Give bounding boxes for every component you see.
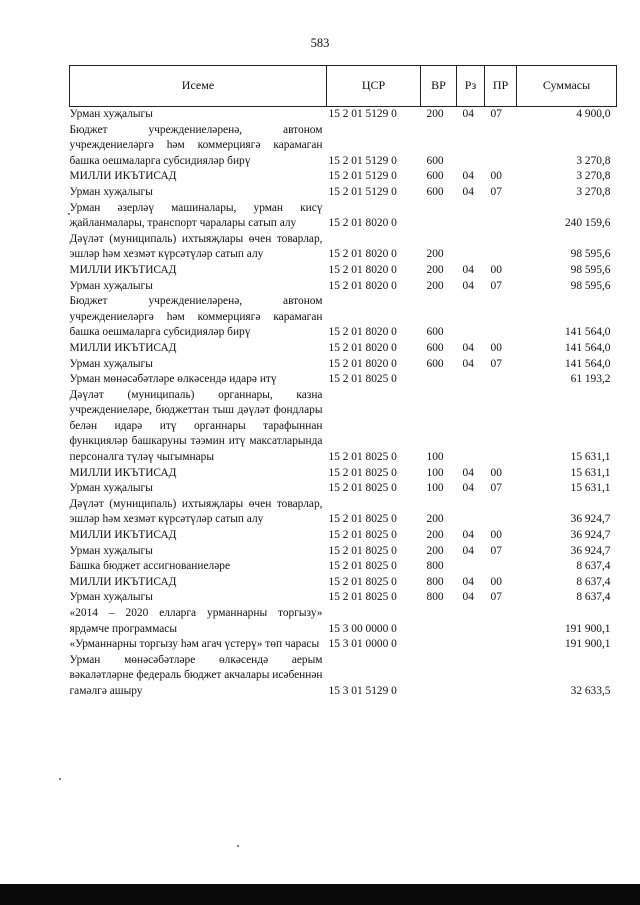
table-row xyxy=(70,637,617,653)
cell-pr: 07 xyxy=(490,185,502,198)
cell-rz: 04 xyxy=(462,341,474,354)
cell-vr: 200 xyxy=(426,263,444,276)
cell-pr: 00 xyxy=(490,575,502,588)
cell-name: Дәүләт (муниципаль) ихтыяҗлары өчен товарлар, эшләр һәм хезмәт күрсәтүләр сатып алу xyxy=(69,497,323,526)
cell-sum: 8 637,4 xyxy=(576,575,611,588)
cell-csr: 15 2 01 8025 0 xyxy=(328,451,397,464)
header-pr: ПР xyxy=(485,66,517,107)
cell-pr xyxy=(485,653,517,700)
cell-name: Урман хуҗалыгы xyxy=(69,108,153,120)
cell-pr xyxy=(485,497,517,528)
table-body xyxy=(70,107,617,700)
cell-name: Урман хуҗалыгы xyxy=(69,185,153,198)
cell-rz: 04 xyxy=(462,279,474,292)
cell-csr: 15 2 01 8020 0 xyxy=(328,326,397,339)
cell-name: «Урманнарны торгызу һәм агач үстерү» төп чарасы xyxy=(69,638,320,651)
cell-vr: 600 xyxy=(426,326,444,339)
cell-csr: 15 2 01 8025 0 xyxy=(328,560,397,573)
table-row xyxy=(70,279,617,295)
cell-csr: 15 2 01 5129 0 xyxy=(328,185,397,198)
cell-csr: 15 2 01 8025 0 xyxy=(328,373,397,386)
table-row xyxy=(70,497,617,528)
cell-vr: 200 xyxy=(426,279,444,292)
cell-pr: 07 xyxy=(490,279,502,292)
cell-vr: 600 xyxy=(426,357,444,370)
cell-vr: 800 xyxy=(426,575,444,588)
cell-vr: 200 xyxy=(426,529,444,542)
cell-csr: 15 2 01 8025 0 xyxy=(328,513,397,526)
cell-vr: 800 xyxy=(426,560,444,573)
cell-pr: 07 xyxy=(490,108,502,120)
cell-rz xyxy=(457,201,485,232)
cell-pr xyxy=(485,372,517,388)
cell-name: Урман хуҗалыгы xyxy=(69,544,153,557)
cell-name: Башка бюджет ассигнованиеләре xyxy=(69,560,231,573)
cell-csr: 15 3 01 0000 0 xyxy=(328,638,397,651)
cell-name: Дәүләт (муниципаль) органнары, казна учреждениеләре, бюджеттан тыш дәүләт фондлары белән идарә итү органнары тарафыннан функцияләр башкаруны тәэмин итү максатларында персоналга түләү чыгымнары xyxy=(69,388,323,464)
cell-rz: 04 xyxy=(462,482,474,495)
cell-csr: 15 2 01 8025 0 xyxy=(328,591,397,604)
table-row xyxy=(70,466,617,482)
cell-csr: 15 2 01 8025 0 xyxy=(328,466,397,479)
table-row xyxy=(70,606,617,637)
cell-name: МИЛЛИ ИКЪТИСАД xyxy=(69,466,177,479)
cell-vr xyxy=(421,372,457,388)
cell-name: «2014 – 2020 елларга урманнарны торгызу» ярдәмче программасы xyxy=(69,607,323,635)
cell-name: Дәүләт (муниципаль) ихтыяҗлары өчен товарлар, эшләр һәм хезмәт күрсәтүләр сатып алу xyxy=(69,232,323,261)
cell-pr: 07 xyxy=(490,357,502,370)
cell-pr xyxy=(485,232,517,263)
cell-rz: 04 xyxy=(462,108,474,120)
cell-vr: 100 xyxy=(426,466,444,479)
cell-sum: 36 924,7 xyxy=(570,529,611,542)
cell-name: Урман хуҗалыгы xyxy=(69,591,153,604)
cell-csr: 15 2 01 8020 0 xyxy=(328,357,397,370)
table-row xyxy=(70,544,617,560)
table-row xyxy=(70,653,617,700)
cell-name: Бюджет учреждениеләренә, автоном учреждениеләргә һәм коммерциягә карамаган башка оешмаларга субсидияләр бирү xyxy=(69,123,323,167)
cell-sum: 191 900,1 xyxy=(564,638,611,651)
cell-rz xyxy=(457,497,485,528)
cell-vr: 200 xyxy=(426,513,444,526)
cell-pr: 00 xyxy=(490,529,502,542)
cell-sum: 141 564,0 xyxy=(564,341,611,354)
cell-name: МИЛЛИ ИКЪТИСАД xyxy=(69,170,177,183)
cell-pr xyxy=(485,559,517,575)
header-name: Исеме xyxy=(70,66,327,107)
cell-name: МИЛЛИ ИКЪТИСАД xyxy=(69,341,177,354)
cell-sum: 15 631,1 xyxy=(570,466,611,479)
cell-sum: 36 924,7 xyxy=(570,513,611,526)
cell-rz xyxy=(457,123,485,170)
cell-vr xyxy=(421,606,457,637)
cell-pr: 07 xyxy=(490,591,502,604)
table-header xyxy=(70,66,617,107)
cell-pr xyxy=(485,201,517,232)
cell-pr: 07 xyxy=(490,482,502,495)
table-row xyxy=(70,481,617,497)
cell-sum: 32 633,5 xyxy=(570,684,611,697)
cell-sum: 4 900,0 xyxy=(576,108,611,120)
table-row xyxy=(70,357,617,373)
cell-rz xyxy=(457,232,485,263)
cell-vr: 100 xyxy=(426,451,444,464)
cell-sum: 240 159,6 xyxy=(564,217,611,230)
cell-vr xyxy=(421,637,457,653)
cell-rz: 04 xyxy=(462,357,474,370)
cell-vr: 200 xyxy=(426,544,444,557)
cell-rz: 04 xyxy=(462,529,474,542)
cell-pr xyxy=(485,123,517,170)
cell-name: МИЛЛИ ИКЪТИСАД xyxy=(69,263,177,276)
cell-csr: 15 2 01 8025 0 xyxy=(328,529,397,542)
cell-vr: 800 xyxy=(426,591,444,604)
cell-name: Бюджет учреждениеләренә, автоном учреждениеләргә һәм коммерциягә карамаган башка оешмаларга субсидияләр бирү xyxy=(69,295,323,339)
table-row xyxy=(70,185,617,201)
cell-vr: 600 xyxy=(426,170,444,183)
header-vr: ВР xyxy=(421,66,457,107)
cell-sum: 191 900,1 xyxy=(564,622,611,635)
cell-rz xyxy=(457,606,485,637)
cell-pr: 00 xyxy=(490,170,502,183)
cell-pr: 07 xyxy=(490,544,502,557)
cell-sum: 3 270,8 xyxy=(576,154,611,167)
cell-rz: 04 xyxy=(462,263,474,276)
cell-vr: 200 xyxy=(426,108,444,120)
cell-rz xyxy=(457,372,485,388)
cell-sum: 61 193,2 xyxy=(570,373,611,386)
cell-csr: 15 2 01 8025 0 xyxy=(328,544,397,557)
cell-name: Урман әзерләү машиналары, урман кисү җайланмалары, транспорт чаралары сатып алу xyxy=(69,201,323,230)
cell-csr: 15 2 01 5129 0 xyxy=(328,154,397,167)
cell-name: МИЛЛИ ИКЪТИСАД xyxy=(69,529,177,542)
scan-speck xyxy=(237,845,239,847)
cell-csr: 15 2 01 8020 0 xyxy=(328,279,397,292)
table-row xyxy=(70,528,617,544)
cell-pr xyxy=(485,637,517,653)
cell-rz xyxy=(457,294,485,341)
cell-pr: 00 xyxy=(490,341,502,354)
cell-name: Урман мөнәсәбәтләре өлкәсендә аерым вәкаләтләрне федераль бюджет акчалары исәбеннән гамәлгә ашыру xyxy=(69,653,323,697)
cell-name: МИЛЛИ ИКЪТИСАД xyxy=(69,575,177,588)
cell-vr xyxy=(421,201,457,232)
cell-rz xyxy=(457,559,485,575)
cell-csr: 15 2 01 8020 0 xyxy=(328,217,397,230)
cell-csr: 15 2 01 5129 0 xyxy=(328,108,397,120)
cell-name: Урман хуҗалыгы xyxy=(69,279,153,292)
cell-csr: 15 2 01 8020 0 xyxy=(328,263,397,276)
cell-vr: 600 xyxy=(426,185,444,198)
cell-rz: 04 xyxy=(462,185,474,198)
table-row xyxy=(70,575,617,591)
table-row xyxy=(70,341,617,357)
cell-rz: 04 xyxy=(462,170,474,183)
cell-sum: 98 595,6 xyxy=(570,279,611,292)
cell-sum: 141 564,0 xyxy=(564,357,611,370)
table-row xyxy=(70,107,617,123)
table-row xyxy=(70,263,617,279)
cell-rz xyxy=(457,388,485,466)
cell-vr xyxy=(421,653,457,700)
cell-csr: 15 3 00 0000 0 xyxy=(328,622,397,635)
cell-sum: 8 637,4 xyxy=(576,560,611,573)
table-row xyxy=(70,232,617,263)
table-row xyxy=(70,559,617,575)
cell-csr: 15 2 01 8020 0 xyxy=(328,341,397,354)
cell-name: Урман хуҗалыгы xyxy=(69,357,153,370)
cell-sum: 15 631,1 xyxy=(570,482,611,495)
cell-rz: 04 xyxy=(462,466,474,479)
cell-csr: 15 2 01 8025 0 xyxy=(328,482,397,495)
cell-rz xyxy=(457,637,485,653)
table-row xyxy=(70,201,617,232)
cell-rz: 04 xyxy=(462,575,474,588)
cell-sum: 141 564,0 xyxy=(564,326,611,339)
cell-vr: 600 xyxy=(426,154,444,167)
table-row xyxy=(70,372,617,388)
cell-sum: 98 595,6 xyxy=(570,263,611,276)
cell-pr: 00 xyxy=(490,263,502,276)
cell-vr: 100 xyxy=(426,482,444,495)
cell-sum: 3 270,8 xyxy=(576,170,611,183)
cell-rz xyxy=(457,653,485,700)
scan-border xyxy=(0,884,640,905)
table-row xyxy=(70,388,617,466)
header-csr: ЦСР xyxy=(327,66,421,107)
cell-rz: 04 xyxy=(462,591,474,604)
cell-csr: 15 2 01 8020 0 xyxy=(328,248,397,261)
cell-sum: 8 637,4 xyxy=(576,591,611,604)
header-rz: Рз xyxy=(457,66,485,107)
cell-sum: 98 595,6 xyxy=(570,248,611,261)
scan-speck xyxy=(68,213,70,215)
cell-csr: 15 2 01 8025 0 xyxy=(328,575,397,588)
table-row xyxy=(70,590,617,606)
table-row xyxy=(70,123,617,170)
cell-sum: 15 631,1 xyxy=(570,451,611,464)
cell-name: Урман хуҗалыгы xyxy=(69,482,153,495)
table-row xyxy=(70,169,617,185)
cell-csr: 15 2 01 5129 0 xyxy=(328,170,397,183)
cell-rz: 04 xyxy=(462,544,474,557)
cell-sum: 3 270,8 xyxy=(576,185,611,198)
table-row xyxy=(70,294,617,341)
page-number: 583 xyxy=(310,36,330,50)
cell-vr: 600 xyxy=(426,341,444,354)
cell-pr xyxy=(485,388,517,466)
cell-vr: 200 xyxy=(426,248,444,261)
cell-pr xyxy=(485,606,517,637)
cell-pr: 00 xyxy=(490,466,502,479)
cell-sum: 36 924,7 xyxy=(570,544,611,557)
scan-speck xyxy=(59,778,61,780)
header-sum: Суммасы xyxy=(517,66,617,107)
cell-pr xyxy=(485,294,517,341)
budget-table xyxy=(69,65,617,700)
cell-name: Урман мөнәсәбәтләре өлкәсендә идарә итү xyxy=(69,373,277,386)
cell-csr: 15 3 01 5129 0 xyxy=(328,684,397,697)
